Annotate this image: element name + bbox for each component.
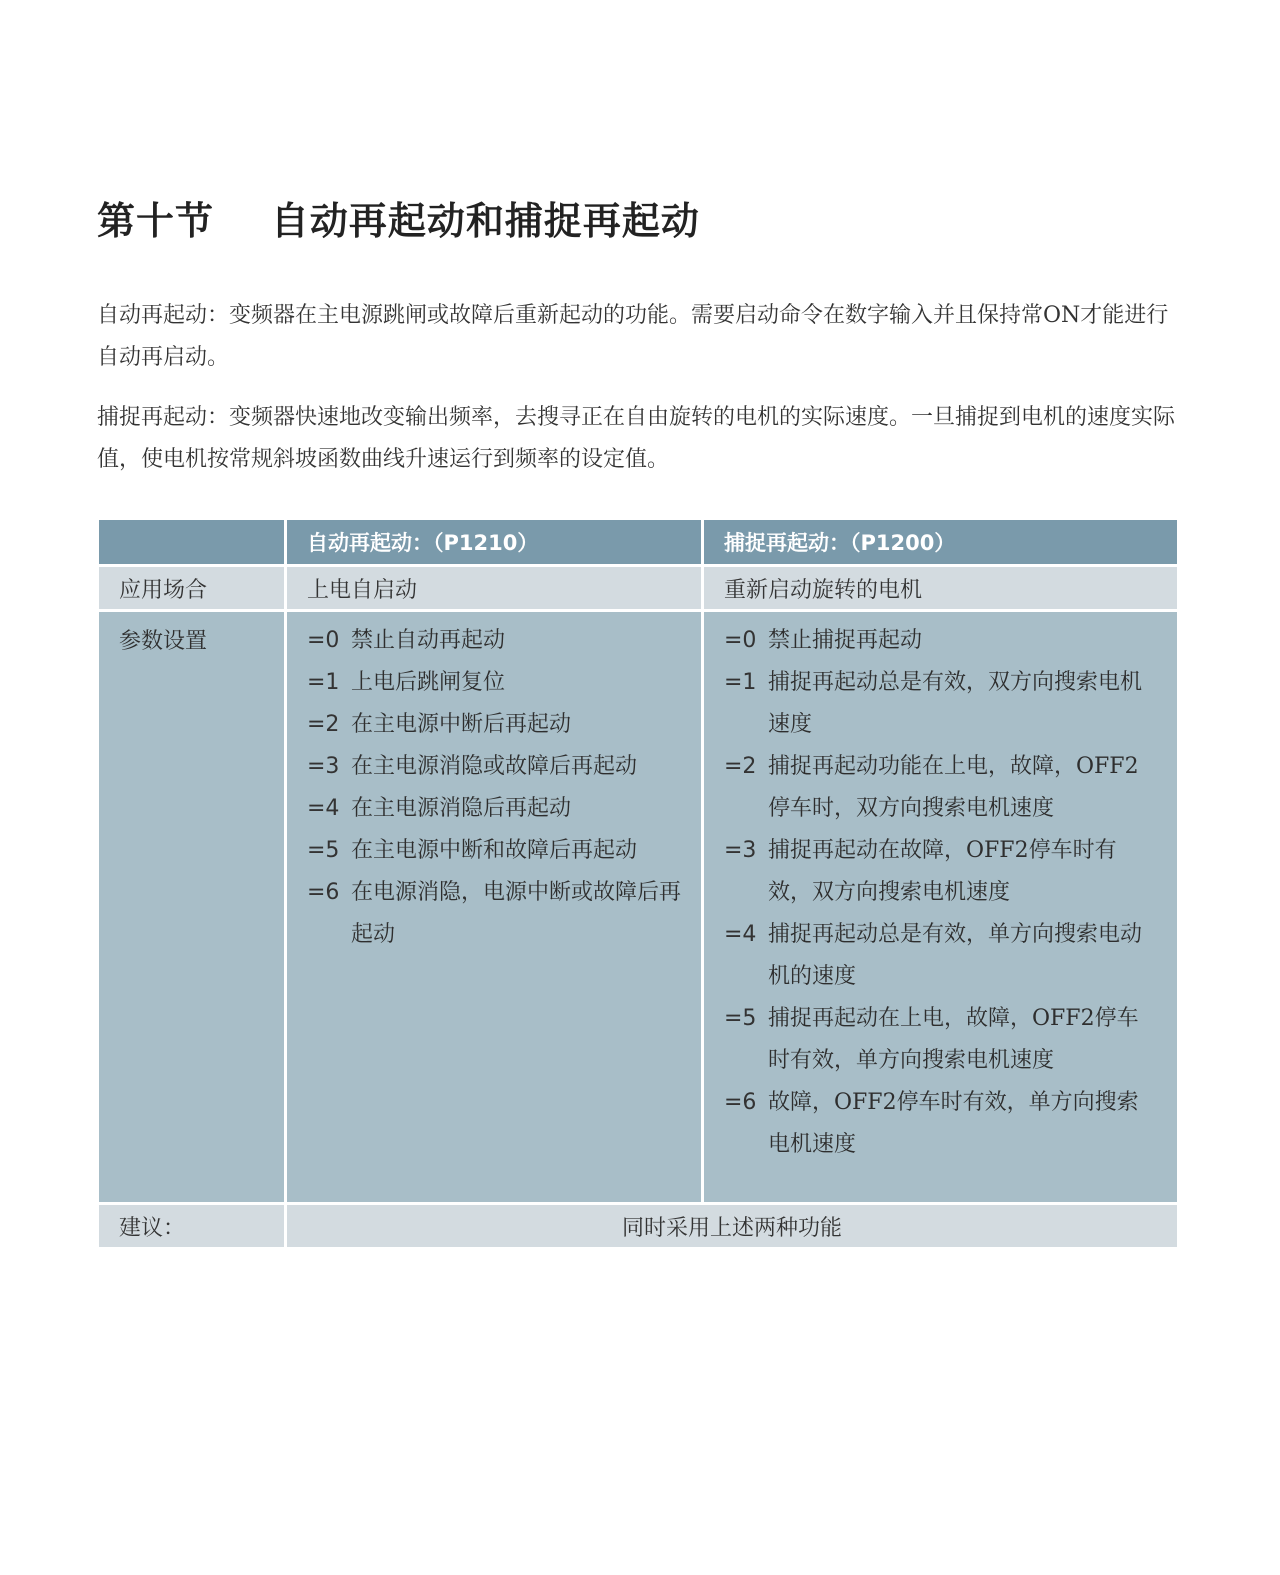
list-item: =6 在电源消隐，电源中断或故障后再起动 (307, 880, 682, 947)
recommendation-row (98, 1204, 1179, 1249)
flying-restart-description: 捕捉再起动：变频器快速地改变输出频率，去搜寻正在自由旋转的电机的实际速度。一旦捕捉到电机的速度实际值，使电机按常规斜坡函数曲线升速运行到频率的设定值。 (97, 405, 1176, 472)
list-item: =2 在主电源中断后再起动 (307, 712, 572, 737)
list-item: =2 捕捉再起动功能在上电，故障，OFF2停车时，双方向搜索电机速度 (724, 754, 1139, 821)
table-header-row (98, 519, 1179, 566)
recommendation-value: 同时采用上述两种功能 (286, 1204, 1179, 1249)
flying-parameter-cell (703, 611, 1179, 1204)
list-item: =4 捕捉再起动总是有效，单方向搜索电动机的速度 (724, 922, 1143, 989)
header-auto-restart: 自动再起动：（P1210） (286, 519, 703, 566)
list-item: =0 禁止自动再起动 (307, 628, 506, 653)
list-item: =4 在主电源消隐后再起动 (307, 796, 572, 821)
parameter-label: 参数设置 (98, 611, 286, 1204)
list-item: =6 故障，OFF2停车时有效，单方向搜索电机速度 (724, 1090, 1139, 1157)
parameter-row (98, 611, 1179, 1204)
list-item: =1 上电后跳闸复位 (307, 670, 506, 695)
list-item: =3 捕捉再起动在故障，OFF2停车时有效，双方向搜索电机速度 (724, 838, 1117, 905)
list-item: =1 捕捉再起动总是有效，双方向搜索电机速度 (724, 670, 1143, 737)
header-flying-restart: 捕捉再起动：（P1200） (703, 519, 1179, 566)
auto-parameter-list (307, 620, 681, 956)
application-row (98, 566, 1179, 611)
list-item: =5 捕捉再起动在上电，故障，OFF2停车时有效，单方向搜索电机速度 (724, 1006, 1139, 1073)
header-empty-cell (98, 519, 286, 566)
list-item: =3 在主电源消隐或故障后再起动 (307, 754, 638, 779)
application-label: 应用场合 (98, 566, 286, 611)
auto-parameter-cell (286, 611, 703, 1204)
recommendation-label: 建议： (98, 1204, 286, 1249)
comparison-table (96, 517, 1180, 1250)
list-item: =0 禁止捕捉再起动 (724, 628, 923, 653)
application-auto: 上电自启动 (286, 566, 703, 611)
flying-parameter-list (724, 620, 1157, 1166)
application-flying: 重新启动旋转的电机 (703, 566, 1179, 611)
list-item: =5 在主电源中断和故障后再起动 (307, 838, 638, 863)
section-title: 第十节 自动再起动和捕捉再起动 (97, 199, 700, 243)
auto-restart-description: 自动再起动：变频器在主电源跳闸或故障后重新起动的功能。需要启动命令在数字输入并且保持常ON才能进行自动再启动。 (97, 303, 1169, 370)
